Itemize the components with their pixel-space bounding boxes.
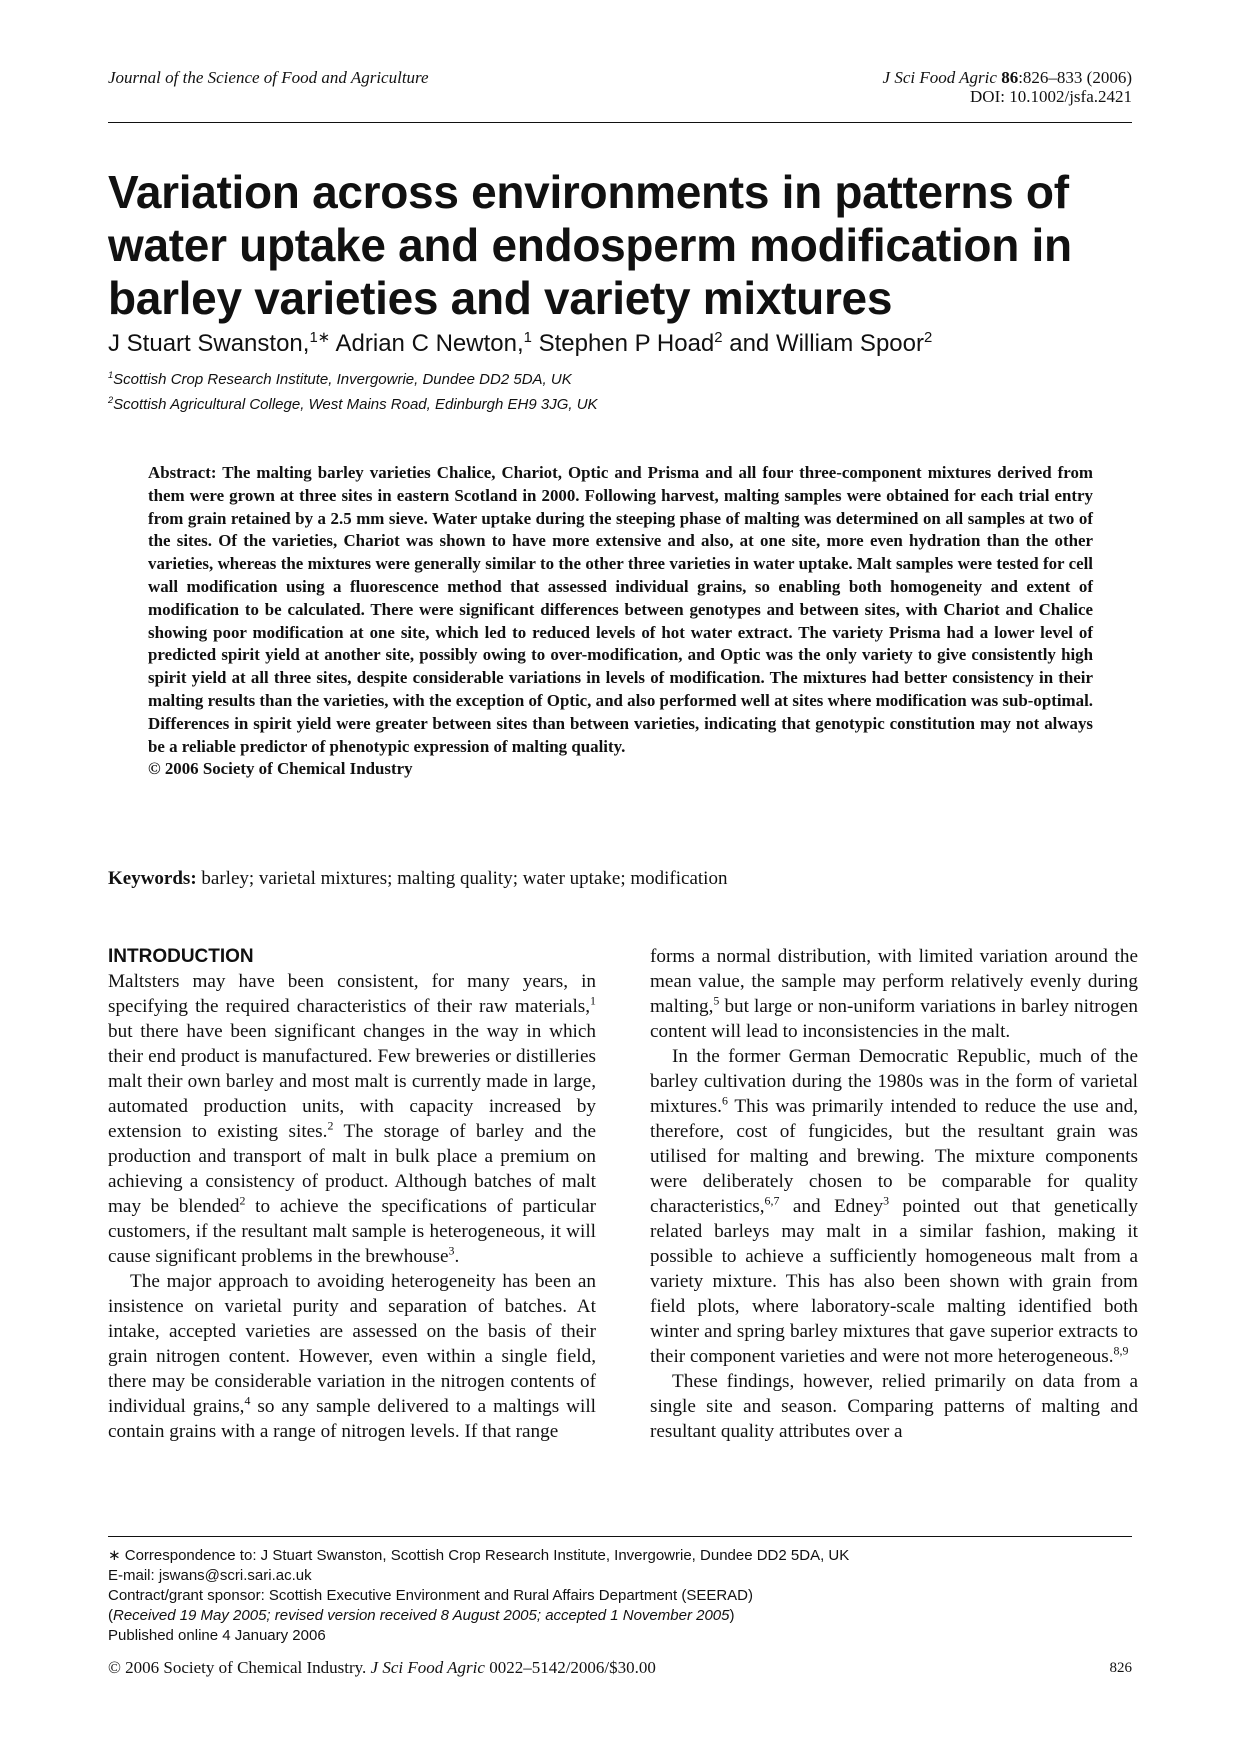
paragraph-text: so any sample delivered to a maltings will contain grains with a range of nitrogen levels. If that range bbox=[108, 1396, 597, 1442]
paragraph-text: In the former German Democratic Republic, much of the barley cultivation during the 1980s was in the form of varietal mixtures. bbox=[650, 1046, 1138, 1117]
published-note: Published online 4 January 2006 bbox=[108, 1627, 326, 1644]
received-note bbox=[108, 1606, 1132, 1626]
page-number: 826 bbox=[1109, 1660, 1132, 1676]
journal-name: Journal of the Science of Food and Agriculture bbox=[108, 68, 429, 87]
doi: DOI: 10.1002/jsfa.2421 bbox=[970, 87, 1132, 106]
author-name: Adrian C Newton, bbox=[335, 330, 524, 357]
abstract-text: Abstract: The malting barley varieties Chalice, Chariot, Optic and Prisma and all four three-component mixtures derived from them were grown at three sites in eastern Scotland in 2000. Following harvest, malting samples were obtained for each trial entry from grain retained by a 2.5 mm sieve. Water uptake during the steeping phase of malting was determined on all samples at two of the sites. Of the varieties, Chariot was shown to have more extensive and also, at one site, more even hydration than the other varieties, whereas the mixtures were generally similar to the other three varieties in water uptake. Malt samples were tested for cell wall modification using a fluorescence method that assessed individual grains, so enabling both homogeneity and extent of modification to be calculated. There were significant differences between genotypes and between sites, with Chariot and Chalice showing poor modification at one site, which led to reduced levels of hot water extract. The variety Prisma had a lower level of predicted spirit yield at another site, possibly owing to over-modification, and Optic was the only variety to give consistently high spirit yield at all three sites, despite considerable variations in levels of modification. The mixtures had better consistency in their malting results than the varieties, with the exception of Optic, and also performed well at sites where modification was sub-optimal. Differences in spirit yield were greater between sites than between varieties, indicating that genotypic constitution may not always be a reliable predictor of phenotypic expression of malting quality. bbox=[148, 463, 1093, 756]
sponsor-note: Contract/grant sponsor: Scottish Executive Environment and Rural Affairs Department (SEERAD) bbox=[108, 1587, 754, 1604]
paragraph bbox=[650, 1044, 1138, 1369]
article-title: Variation across environments in patterns of water uptake and endosperm modification in barley varieties and variety mixtures bbox=[108, 166, 1072, 324]
footnotes bbox=[108, 1546, 1132, 1646]
paren: ( bbox=[108, 1607, 113, 1624]
affiliation-1 bbox=[108, 371, 572, 389]
author-affil-mark: 1∗ bbox=[309, 330, 331, 346]
paragraph bbox=[650, 1369, 1138, 1444]
paragraph-text: but large or non-uniform variations in barley nitrogen content will lead to inconsistencies in the malt. bbox=[650, 996, 1138, 1042]
header-rule bbox=[108, 122, 1132, 123]
paragraph-text: and Edney bbox=[779, 1196, 884, 1217]
citation-ref: 3 bbox=[883, 1193, 890, 1208]
abstract bbox=[148, 462, 1093, 781]
affiliation-text: Scottish Agricultural College, West Mains Road, Edinburgh EH9 3JG, UK bbox=[113, 396, 598, 413]
affiliation-2 bbox=[108, 396, 598, 414]
body-column-left bbox=[108, 944, 596, 1444]
received-dates: Received 19 May 2005; revised version received 8 August 2005; accepted 1 November 2005 bbox=[113, 1607, 730, 1624]
author-affil-mark: 1 bbox=[523, 330, 532, 346]
author-name: J Stuart Swanston, bbox=[108, 330, 310, 357]
paragraph-text: Maltsters may have been consistent, for many years, in specifying the required characteristics of their raw materials, bbox=[108, 971, 596, 1017]
footer-issn: 0022–5142/2006/$30.00 bbox=[489, 1658, 656, 1677]
citation-ref: 2 bbox=[239, 1193, 246, 1208]
keywords-text: barley; varietal mixtures; malting quality; water uptake; modification bbox=[201, 868, 728, 889]
author-list bbox=[108, 329, 932, 359]
affiliation-text: Scottish Crop Research Institute, Invergowrie, Dundee DD2 5DA, UK bbox=[113, 371, 572, 388]
keywords-label: Keywords: bbox=[108, 868, 197, 889]
author-affil-mark: 2 bbox=[923, 330, 933, 346]
running-header bbox=[108, 68, 1132, 122]
paragraph bbox=[650, 944, 1138, 1044]
paragraph-text: . bbox=[454, 1246, 460, 1267]
citation-ref: 1 bbox=[590, 993, 596, 1008]
paragraph bbox=[108, 969, 596, 1269]
paragraph bbox=[108, 1269, 596, 1444]
citation-journal: J Sci Food Agric bbox=[882, 68, 997, 87]
section-heading: INTRODUCTION bbox=[108, 946, 254, 967]
paragraph-text: to achieve the specifications of particular customers, if the resultant malt sample is heterogeneous, it will cause significant problems in the brewhouse bbox=[108, 1196, 597, 1267]
footnote-rule bbox=[108, 1536, 1132, 1537]
paragraph-text: This was primarily intended to reduce the use and, therefore, cost of fungicides, but the resultant grain was utilised for malting and brewing. The mixture components were deliberately chosen to be comparable for quality characteristics, bbox=[650, 1096, 1138, 1217]
affiliation-number: 2 bbox=[108, 395, 114, 405]
paragraph-text: The storage of barley and the production and transport of malt in bulk place a premium on achieving a consistency of product. Although batches of malt may be blended bbox=[108, 1121, 596, 1217]
paragraph-text: The major approach to avoiding heterogeneity has been an insistence on varietal purity and separation of batches. At intake, accepted varieties are assessed on the basis of their grain nitrogen content. However, even within a single field, there may be considerable variation in the nitrogen contents of individual grains, bbox=[108, 1271, 596, 1417]
citation-pages: :826–833 (2006) bbox=[1018, 68, 1132, 87]
citation-ref: 8,9 bbox=[1113, 1343, 1129, 1358]
citation-line bbox=[883, 68, 1132, 87]
keywords bbox=[108, 867, 727, 891]
body-column-right bbox=[650, 944, 1138, 1444]
citation-ref: 5 bbox=[713, 993, 720, 1008]
abstract-copyright: © 2006 Society of Chemical Industry bbox=[148, 759, 413, 779]
paren: ) bbox=[729, 1607, 735, 1624]
citation-ref: 3 bbox=[448, 1243, 455, 1258]
citation-ref: 6,7 bbox=[764, 1193, 780, 1208]
author-name: and William Spoor bbox=[729, 330, 924, 357]
footer-copyright bbox=[108, 1658, 656, 1678]
paragraph-text: forms a normal distribution, with limited variation around the mean value, the sample may perform relatively evenly during malting, bbox=[650, 946, 1138, 1017]
paragraph-text: pointed out that genetically related barleys may malt in a similar fashion, making it possible to achieve a sufficiently homogeneous malt from a variety mixture. This has also been shown with grain from field plots, where laboratory-scale malting identified both winter and spring barley mixtures that gave superior extracts to their component varieties and were not more heterogeneous. bbox=[650, 1196, 1138, 1367]
paragraph-text: but there have been significant changes in the way in which their end product is manufactured. Few breweries or distilleries malt their own barley and most malt is currently made in large, automated production units, with capacity increased by extension to existing sites. bbox=[108, 1021, 596, 1142]
author-affil-mark: 2 bbox=[714, 330, 723, 346]
citation-volume: 86 bbox=[1001, 68, 1019, 87]
author-name: Stephen P Hoad bbox=[538, 330, 715, 357]
paragraph-text: These findings, however, relied primarily on data from a single site and season. Comparing patterns of malting and resultant quality attributes over a bbox=[650, 1371, 1138, 1442]
copyright-text: © 2006 Society of Chemical Industry. bbox=[108, 1658, 367, 1677]
citation-block bbox=[883, 68, 1132, 106]
correspondence-note: ∗ Correspondence to: J Stuart Swanston, Scottish Crop Research Institute, Invergowrie, Dundee DD2 5DA, UK bbox=[108, 1547, 850, 1564]
citation-ref: 4 bbox=[244, 1393, 251, 1408]
email-note: E-mail: jswans@scri.sari.ac.uk bbox=[108, 1567, 312, 1584]
footer-journal: J Sci Food Agric bbox=[370, 1658, 485, 1677]
citation-ref: 2 bbox=[327, 1118, 334, 1133]
citation-ref: 6 bbox=[721, 1093, 728, 1108]
affiliation-number: 1 bbox=[108, 370, 114, 380]
